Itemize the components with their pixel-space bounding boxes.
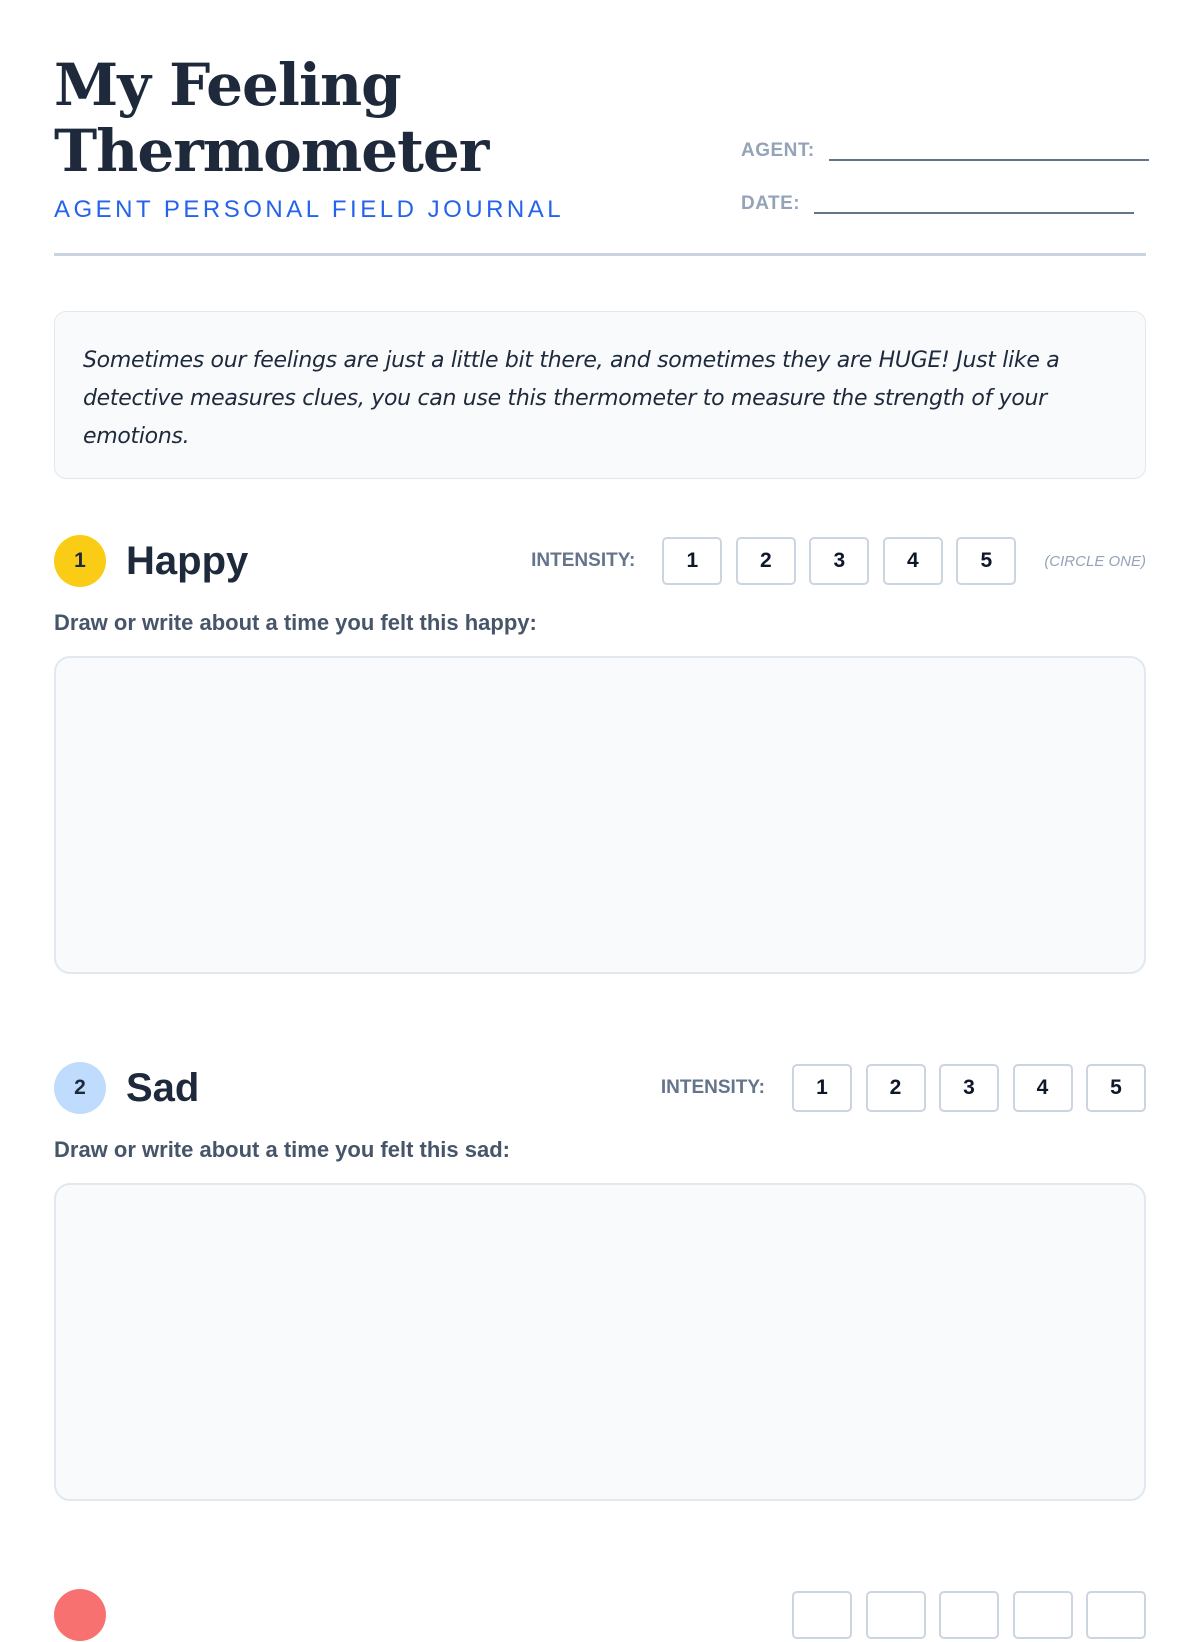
worksheet-page [54,0,1146,1162]
intensity-option-2[interactable]: 2 [736,537,796,585]
feeling-name: Happy [126,539,249,583]
intensity-label: INTENSITY: [660,1077,765,1098]
intensity-option-3[interactable]: 3 [939,1064,999,1112]
agent-write-line[interactable] [829,159,1149,161]
intensity-option-1[interactable]: 1 [662,537,722,585]
intensity-scale [531,534,1146,588]
title-line-1: My Feeling [54,51,401,119]
feeling-section-happy [54,534,1146,635]
circle-one-note: (CIRCLE ONE) [1044,552,1146,570]
intensity-option-2[interactable]: 2 [866,1064,926,1112]
intensity-options [662,537,1016,585]
number-badge: 1 [54,535,106,587]
date-label: DATE: [741,193,801,214]
worksheet-header [54,0,1146,256]
intensity-option-5[interactable] [1086,1591,1146,1639]
intensity-scale [661,1061,1146,1115]
intensity-option-1[interactable] [792,1591,852,1639]
intensity-options [792,1591,1146,1639]
intensity-option-5[interactable]: 5 [1086,1064,1146,1112]
drawing-prompt: Draw or write about a time you felt this sad: [54,1137,510,1162]
drawing-area[interactable] [54,1183,1146,1501]
intensity-scale [792,1588,1146,1642]
agent-field[interactable] [741,139,1149,163]
date-field[interactable] [741,192,1134,216]
intensity-option-2[interactable] [866,1591,926,1639]
intro-text: Sometimes our feelings are just a little bit there, and sometimes they are HUGE! Just like a detective measures clues, you can use this thermometer to measure the strength of your emotions. [83,348,1060,449]
feeling-header [54,1061,1146,1115]
title-line-2: Thermometer [54,117,489,185]
number-badge: 2 [54,1062,106,1114]
agent-label: AGENT: [741,140,815,161]
page-subtitle: AGENT PERSONAL FIELD JOURNAL [54,196,565,223]
page-title [54,52,488,184]
intensity-label: INTENSITY: [531,550,636,571]
feeling-header [54,1588,1146,1642]
number-badge [54,1589,106,1641]
feeling-section-sad [54,1061,1146,1162]
date-write-line[interactable] [814,212,1134,214]
intro-box [54,311,1146,479]
intensity-option-4[interactable] [1013,1591,1073,1639]
intensity-options [792,1064,1146,1112]
intensity-option-3[interactable] [939,1591,999,1639]
feeling-section-3 [54,1588,1146,1642]
feeling-name: Sad [126,1066,200,1110]
intensity-option-4[interactable]: 4 [1013,1064,1073,1112]
intensity-option-1[interactable]: 1 [792,1064,852,1112]
intensity-option-5[interactable]: 5 [956,537,1016,585]
drawing-area[interactable] [54,656,1146,974]
drawing-prompt: Draw or write about a time you felt this happy: [54,610,537,635]
intensity-option-3[interactable]: 3 [809,537,869,585]
feeling-header [54,534,1146,588]
intensity-option-4[interactable]: 4 [883,537,943,585]
